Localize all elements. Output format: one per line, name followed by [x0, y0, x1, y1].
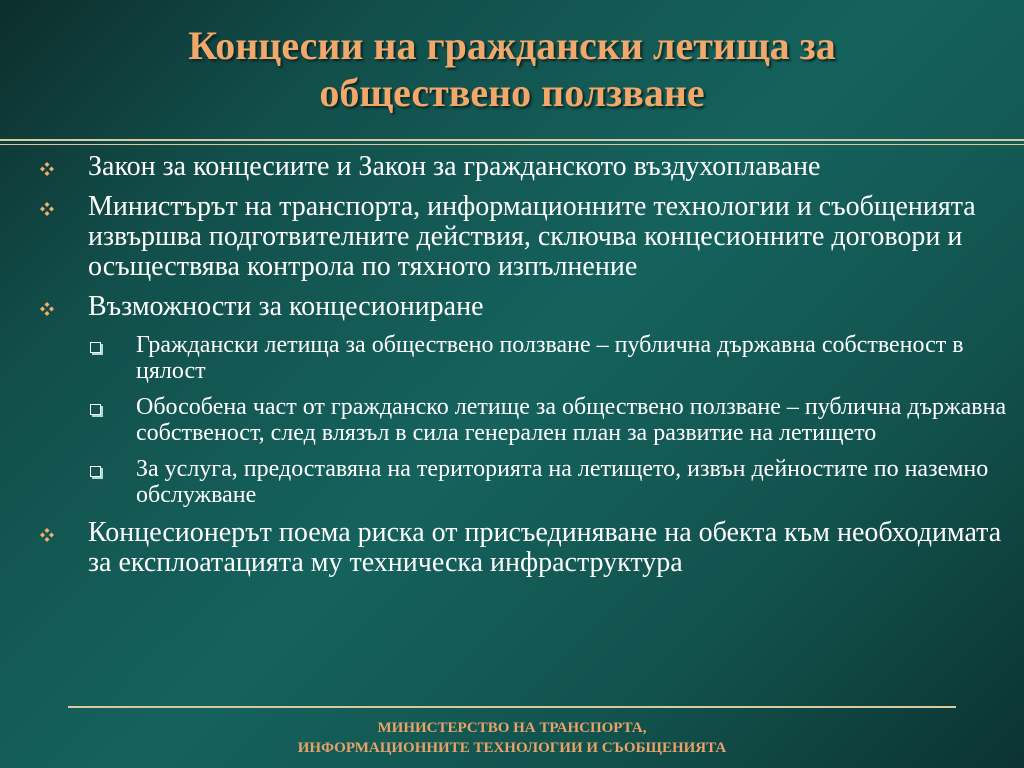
diamond-cluster-icon [40, 528, 54, 542]
footer-divider [68, 706, 956, 708]
title-divider-top [0, 139, 1024, 141]
slide-title [0, 22, 1024, 116]
footer [0, 718, 1024, 758]
list-item [40, 292, 1015, 322]
footer-line-1: МИНИСТЕРСТВО НА ТРАНСПОРТА, [377, 720, 647, 736]
sub-list-item-text: Обособена част от гражданско летище за обществено ползване – публична държавна собственост, след влязъл в сила генерален план за развитие на летището [136, 394, 1007, 446]
bullet-list [40, 152, 1015, 588]
list-item [40, 192, 1015, 282]
list-item-text: Концесионерът поема риска от присъединяване на обекта към необходимата за експлоатацията му техническа инфраструктура [88, 517, 1002, 578]
hollow-square-icon [90, 466, 101, 477]
list-item-text: Възможности за концесиониране [88, 291, 484, 322]
sub-list-item-text: За услуга, предоставяна на територията на летището, извън дейностите по наземно обслужване [136, 456, 989, 508]
slide-title-line-2: обществено ползване [319, 70, 705, 115]
list-item-text: Закон за концесиите и Закон за гражданското въздухоплаване [88, 151, 821, 182]
sub-list-item [40, 456, 1015, 508]
sub-list-item [40, 332, 1015, 384]
footer-line-2: ИНФОРМАЦИОННИТЕ ТЕХНОЛОГИИ И СЪОБЩЕНИЯТА [297, 740, 727, 756]
slide-title-line-1: Концесии на граждански летища за [188, 23, 836, 68]
diamond-cluster-icon [40, 162, 54, 176]
hollow-square-icon [90, 342, 101, 353]
sub-list-item-text: Граждански летища за обществено ползване – публична държавна собственост в цялост [136, 332, 964, 384]
list-item [40, 152, 1015, 182]
diamond-cluster-icon [40, 302, 54, 316]
list-item [40, 518, 1015, 578]
title-divider-bottom [0, 144, 1024, 145]
diamond-cluster-icon [40, 202, 54, 216]
sub-list-item [40, 394, 1015, 446]
hollow-square-icon [90, 404, 101, 415]
list-item-text: Министърът на транспорта, информационните технологии и съобщенията извършва подготвителните действия, сключва концесионните договори и осъществява контрола по тяхното изпълнение [88, 191, 976, 282]
